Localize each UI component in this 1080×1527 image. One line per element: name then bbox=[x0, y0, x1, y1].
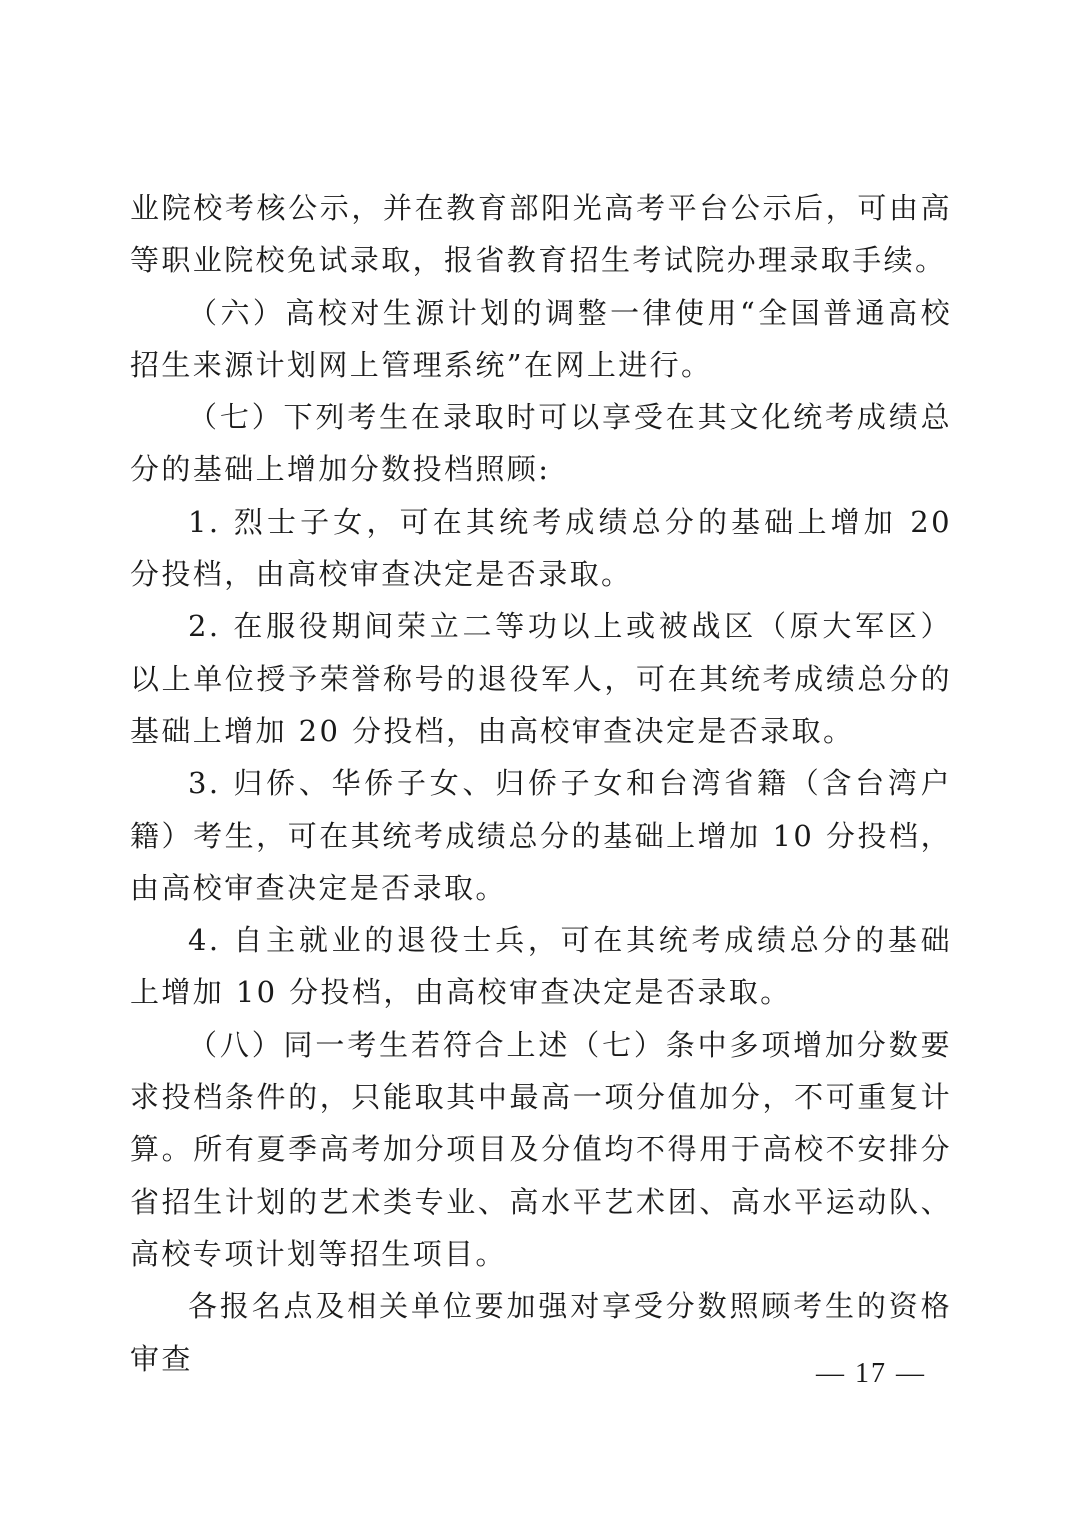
document-body bbox=[130, 182, 952, 1385]
page-number: — 17 — bbox=[816, 1358, 926, 1389]
paragraph-subitem-2: 2. 在服役期间荣立二等功以上或被战区（原大军区）以上单位授予荣誉称号的退役军人，可在其统考成绩总分的基础上增加 20 分投档，由高校审查决定是否录取。 bbox=[130, 609, 952, 748]
paragraph-subitem-4: 4. 自主就业的退役士兵，可在其统考成绩总分的基础上增加 10 分投档，由高校审查决定是否录取。 bbox=[130, 923, 952, 1010]
paragraph-continuation: 业院校考核公示，并在教育部阳光高考平台公示后，可由高等职业院校免试录取，报省教育招生考试院办理录取手续。 bbox=[130, 191, 952, 278]
paragraph-item-7: （七）下列考生在录取时可以享受在其文化统考成绩总分的基础上增加分数投档照顾: bbox=[130, 400, 952, 487]
paragraph-subitem-3: 3. 归侨、华侨子女、归侨子女和台湾省籍（含台湾户籍）考生，可在其统考成绩总分的基础上增加 10 分投档，由高校审查决定是否录取。 bbox=[130, 766, 952, 905]
paragraph-item-6: （六）高校对生源计划的调整一律使用“全国普通高校招生来源计划网上管理系统”在网上进行。 bbox=[130, 295, 952, 382]
paragraph-closing: 各报名点及相关单位要加强对享受分数照顾考生的资格审查 bbox=[130, 1289, 952, 1376]
paragraph-subitem-1: 1. 烈士子女，可在其统考成绩总分的基础上增加 20 分投档，由高校审查决定是否录取。 bbox=[130, 504, 952, 592]
paragraph-item-8: （八）同一考生若符合上述（七）条中多项增加分数要求投档条件的，只能取其中最高一项分值加分，不可重复计算。所有夏季高考加分项目及分值均不得用于高校不安排分省招生计划的艺术类专业、高水平艺术团、高水平运动队、高校专项计划等招生项目。 bbox=[130, 1027, 952, 1271]
